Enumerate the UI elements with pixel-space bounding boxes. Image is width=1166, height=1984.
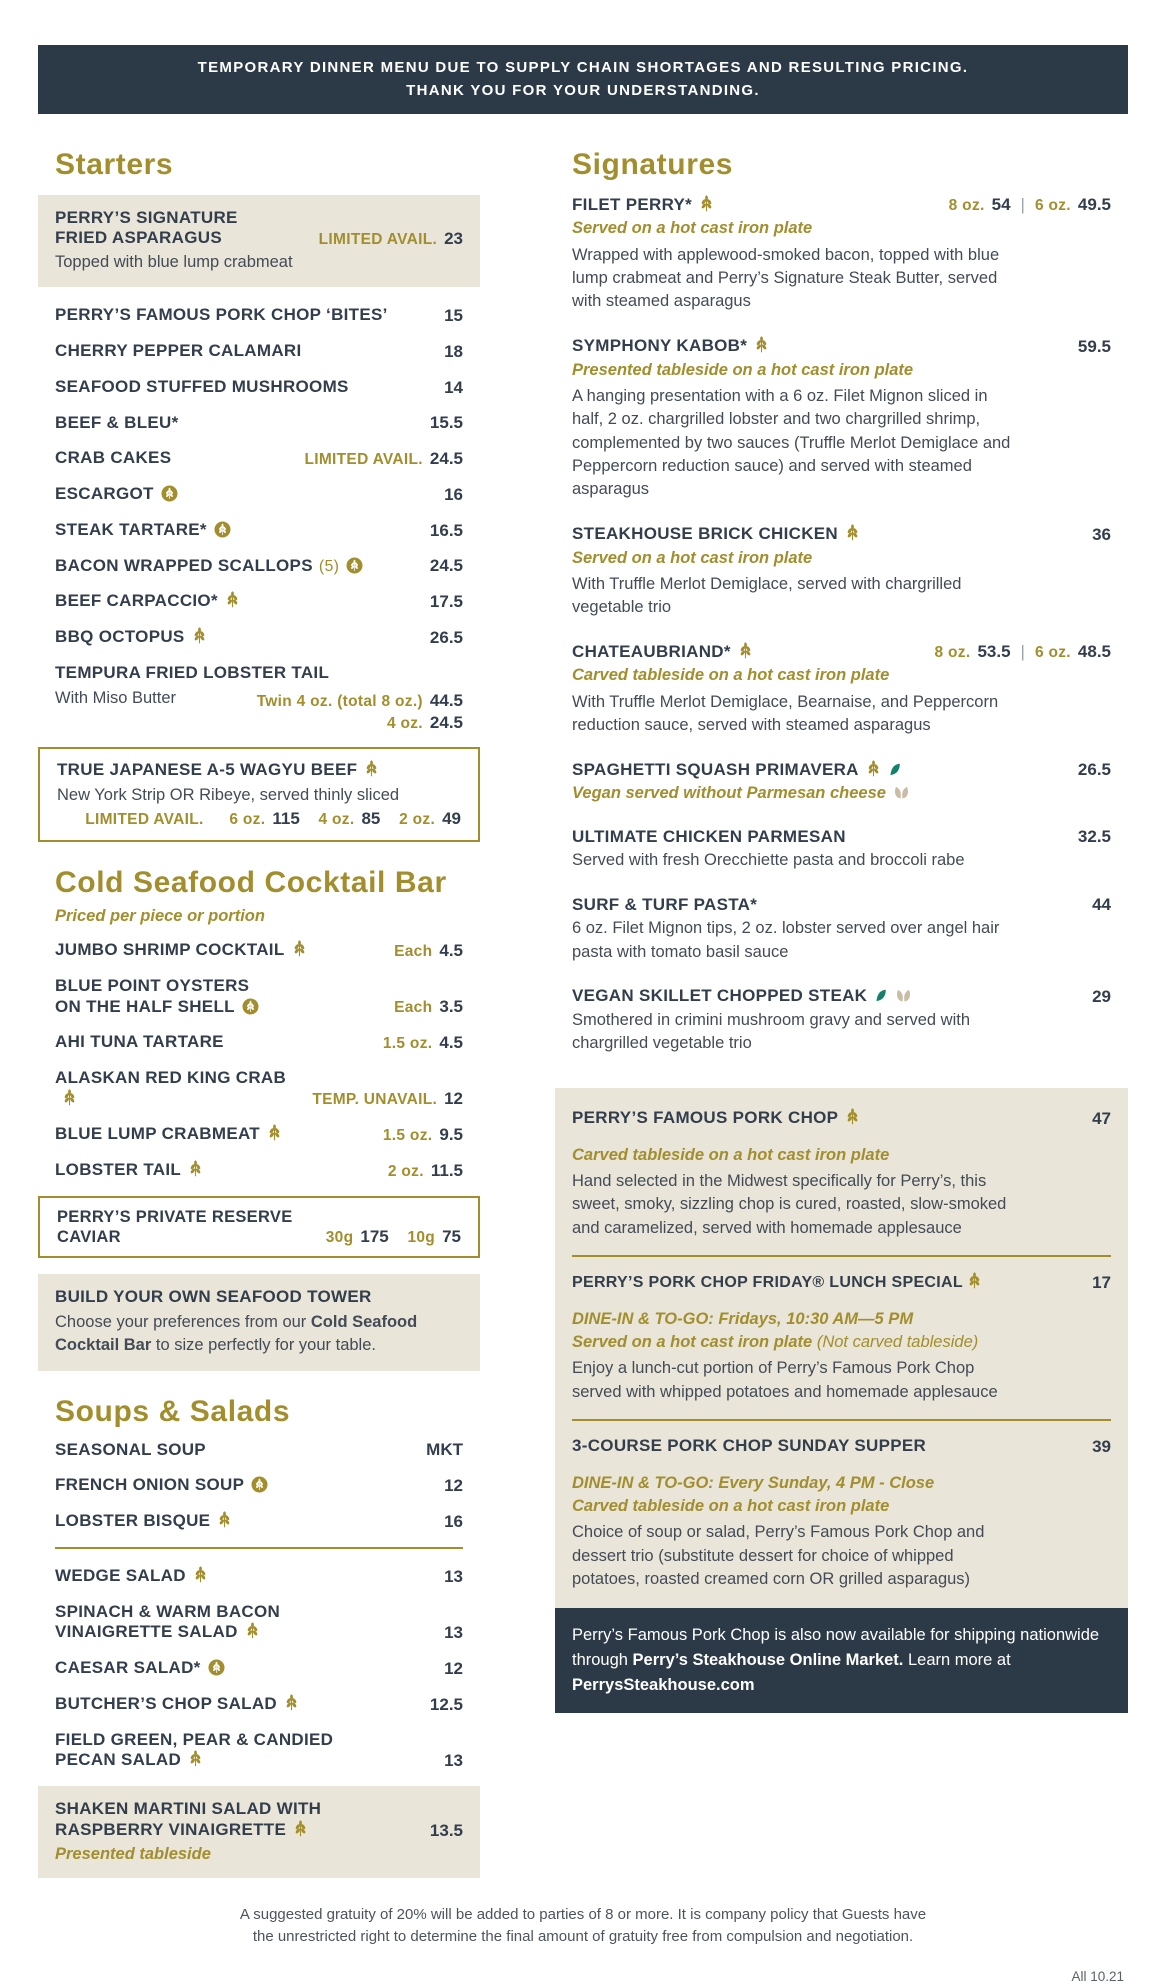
- item-prices: LIMITED AVAIL. 6 oz. 115 4 oz. 85 2 oz. 49: [85, 809, 461, 829]
- menu-item-famous-pork-chop: [572, 1108, 1111, 1240]
- item-price: 30g 175 10g 75: [325, 1227, 461, 1247]
- item-price: 24.5: [429, 556, 463, 576]
- item-price: 26.5: [1077, 760, 1111, 780]
- size-label: 6 oz.: [1034, 644, 1071, 662]
- pork-chop-feature-box: [555, 1088, 1128, 1608]
- item-name: BACON WRAPPED SCALLOPS (5): [55, 556, 363, 577]
- item-name: SPAGHETTI SQUASH PRIMAVERA: [572, 760, 902, 781]
- item-price: 15.5: [429, 413, 463, 433]
- gratuity-disclaimer: A suggested gratuity of 20% will be added to parties of 8 or more. It is company policy that Guests have the unrestricted right to determine the final amount of gratuity free from compulsion and negotiation.: [239, 1905, 927, 1946]
- banner-line-1: TEMPORARY DINNER MENU DUE TO SUPPLY CHAIN SHORTAGES AND RESULTING PRICING.: [197, 59, 969, 76]
- item-name: FILET PERRY*: [572, 195, 714, 216]
- online-market-banner: Perry’s Famous Pork Chop is also now available for shipping nationwide through Perry’s Steakhouse Online Market. Learn more at PerrysSteakhouse.com: [555, 1608, 1128, 1713]
- size-label: 2 oz.: [399, 811, 436, 829]
- item-note: Presented tableside on a hot cast iron plate: [572, 360, 914, 379]
- item-name: 3-COURSE PORK CHOP SUNDAY SUPPER: [572, 1436, 927, 1456]
- item-price: MKT: [426, 1440, 463, 1460]
- item-name: LOBSTER BISQUE: [55, 1511, 232, 1532]
- item-price: 16.5: [429, 520, 463, 540]
- item-name: ULTIMATE CHICKEN PARMESAN: [572, 826, 846, 846]
- item-note: Served on a hot cast iron plate (Not carved tableside): [572, 1332, 979, 1351]
- gluten-free-icon: [738, 642, 753, 659]
- menu-item: [55, 976, 463, 1017]
- gluten-free-icon: [267, 1124, 282, 1141]
- item-note: Carved tableside on a hot cast iron plate: [572, 666, 890, 685]
- menu-item: [55, 1566, 463, 1587]
- gluten-free-icon: [217, 1511, 232, 1528]
- item-price: 13: [444, 1566, 463, 1586]
- item-price: 12.5: [429, 1694, 463, 1714]
- item-price: 17: [1092, 1272, 1111, 1292]
- vegan-leaf-icon: [874, 988, 888, 1003]
- item-name: TEMPURA FRIED LOBSTER TAIL: [55, 662, 330, 682]
- divider: [55, 1547, 463, 1549]
- menu-item-lobster-tail: [55, 663, 463, 733]
- divider: [572, 1255, 1111, 1257]
- menu-item: [55, 1602, 463, 1643]
- item-price: Each 4.5: [394, 940, 463, 960]
- menu-item: [55, 627, 463, 648]
- item-name: STEAK TARTARE*: [55, 520, 231, 541]
- item-name: BBQ OCTOPUS: [55, 627, 207, 648]
- item-name: FRENCH ONION SOUP: [55, 1475, 268, 1496]
- item-name: AHI TUNA TARTARE: [55, 1032, 224, 1052]
- item-description: With Truffle Merlot Demiglace, Bearnaise, and Peppercorn reduction sauce, served with steamed asparagus: [572, 692, 999, 735]
- size-label: 8 oz.: [934, 644, 971, 662]
- item-name: SPINACH & WARM BACON VINAIGRETTE SALAD: [55, 1601, 281, 1642]
- item-name: BUTCHER’S CHOP SALAD: [55, 1694, 299, 1715]
- menu-item-brick-chicken: [572, 524, 1111, 620]
- menu-item: [55, 1160, 463, 1181]
- gluten-free-option-icon: [161, 485, 178, 502]
- menu-item: [55, 341, 463, 362]
- menu-item-spaghetti-squash: [572, 760, 1111, 805]
- menu-item: [55, 1730, 463, 1771]
- item-name: STEAKHOUSE BRICK CHICKEN: [572, 524, 860, 545]
- item-note: Vegan served without Parmesan cheese: [572, 782, 1111, 804]
- section-subtitle: Priced per piece or portion: [55, 907, 265, 926]
- gluten-free-icon: [192, 627, 207, 644]
- size-label: 30g: [325, 1229, 354, 1247]
- item-note: Presented tableside: [55, 1844, 211, 1863]
- size-label: 4 oz.: [318, 811, 355, 829]
- item-description: Hand selected in the Midwest specifically for Perry’s, this sweet, smoky, sizzling chop is cured, roasted, slow-smoked and caramelized, served with homemade applesauce: [572, 1171, 1007, 1237]
- item-description: With Truffle Merlot Demiglace, served with chargrilled vegetable trio: [572, 574, 962, 617]
- menu-item: [55, 484, 463, 505]
- item-description: Wrapped with applewood-smoked bacon, topped with blue lump crabmeat and Perry’s Signature Steak Butter, served with steamed asparagus: [572, 245, 1000, 311]
- item-name: JUMBO SHRIMP COCKTAIL: [55, 940, 307, 961]
- item-name: ESCARGOT: [55, 484, 178, 505]
- item-description: Topped with blue lump crabmeat: [55, 252, 293, 271]
- item-price: 17.5: [429, 592, 463, 611]
- availability-tag: LIMITED AVAIL.: [318, 230, 438, 248]
- item-price: 13: [444, 1623, 463, 1643]
- menu-item: [55, 591, 463, 612]
- item-description: Choice of soup or salad, Perry’s Famous Pork Chop and dessert trio (substitute dessert for choice of whipped potatoes, roasted creamed corn OR grilled asparagus): [572, 1523, 985, 1589]
- menu-item: [55, 1511, 463, 1532]
- divider: [572, 1419, 1111, 1421]
- menu-item-surf-turf-pasta: [572, 895, 1111, 965]
- item-price: 26.5: [429, 627, 463, 647]
- size-label: 1.5 oz.: [382, 1127, 433, 1145]
- item-name: PERRY’S FAMOUS PORK CHOP: [572, 1108, 860, 1129]
- item-schedule: DINE-IN & TO-GO: Every Sunday, 4 PM - Close: [572, 1473, 935, 1492]
- size-label: 10g: [407, 1229, 436, 1247]
- gluten-free-icon: [188, 1160, 203, 1177]
- item-price: 39: [1092, 1436, 1111, 1456]
- availability-tag: LIMITED AVAIL.: [304, 451, 423, 469]
- gluten-free-icon: [188, 1750, 203, 1767]
- item-price: 44: [1092, 895, 1111, 915]
- size-label: 6 oz.: [229, 811, 266, 829]
- menu-item: [55, 556, 463, 577]
- menu-item: [55, 1068, 463, 1109]
- item-name: WEDGE SALAD: [55, 1566, 208, 1587]
- menu-item-symphony-kabob: [572, 336, 1111, 502]
- menu-item: [55, 520, 463, 541]
- gluten-free-icon: [293, 1820, 308, 1837]
- size-label: 6 oz.: [1034, 197, 1071, 215]
- menu-version: All 10.21: [1071, 1968, 1124, 1984]
- item-name: SHAKEN MARTINI SALAD WITH RASPBERRY VINAIGRETTE: [55, 1799, 322, 1839]
- gluten-free-icon: [699, 195, 714, 212]
- item-price: 18: [444, 341, 463, 361]
- price-separator: |: [1020, 195, 1025, 215]
- item-name: BEEF & BLEU*: [55, 412, 179, 432]
- price-separator: |: [1020, 642, 1025, 662]
- item-name: PERRY’S PORK CHOP FRIDAY® LUNCH SPECIAL: [572, 1272, 982, 1293]
- item-price: 12: [444, 1658, 463, 1678]
- item-description: Served with fresh Orecchiette pasta and broccoli rabe: [572, 851, 965, 870]
- portion-count: (5): [318, 557, 340, 575]
- menu-item-vegan-chopped-steak: [572, 986, 1111, 1056]
- gluten-free-icon: [245, 1622, 260, 1639]
- banner-line-2: THANK YOU FOR YOUR UNDERSTANDING.: [406, 82, 760, 100]
- menu-item: [55, 448, 463, 469]
- section-title-starters: Starters: [55, 147, 174, 181]
- item-price: 14: [444, 377, 463, 397]
- item-price-option: 4 oz. 24.5: [386, 712, 463, 732]
- vegetarian-leaves-icon: [893, 785, 910, 800]
- menu-columns: [38, 124, 1128, 1878]
- gluten-free-icon: [364, 760, 379, 777]
- vegetarian-leaves-icon: [895, 988, 912, 1003]
- item-price: 59.5: [1077, 336, 1111, 356]
- item-price: 2 oz. 11.5: [387, 1160, 463, 1180]
- item-price: LIMITED AVAIL. 24.5: [304, 449, 463, 469]
- section-title-soups-salads: Soups & Salads: [55, 1394, 291, 1428]
- item-price: 13: [444, 1751, 463, 1771]
- size-label: Twin 4 oz. (total 8 oz.): [256, 692, 423, 710]
- item-description: Smothered in crimini mushroom gravy and served with chargrilled vegetable trio: [572, 1011, 970, 1053]
- item-name: BLUE LUMP CRABMEAT: [55, 1124, 282, 1145]
- featured-item-martini-salad: [38, 1786, 480, 1878]
- item-price: TEMP. UNAVAIL. 12: [312, 1089, 463, 1109]
- featured-item-fried-asparagus: [38, 195, 480, 288]
- item-description: A hanging presentation with a 6 oz. Filet Mignon sliced in half, 2 oz. chargrilled lobster and two chargrilled shrimp, complemented by two sauces (Truffle Merlot Demiglace and Peppercorn reduction sauce) and served with steamed asparagus: [572, 386, 1011, 499]
- size-label: 4 oz.: [386, 714, 423, 732]
- size-label: 8 oz.: [948, 197, 985, 215]
- featured-item-wagyu: [38, 747, 480, 842]
- menu-item: [55, 1694, 463, 1715]
- vegan-leaf-icon: [888, 762, 902, 777]
- gluten-free-icon: [193, 1566, 208, 1583]
- item-name: SURF & TURF PASTA*: [572, 894, 758, 914]
- item-price: 36: [1092, 524, 1111, 544]
- item-name: PERRY’S SIGNATURE FRIED ASPARAGUS: [55, 207, 238, 248]
- gluten-free-option-icon: [242, 998, 259, 1015]
- menu-item: [55, 1440, 463, 1461]
- item-price: Twin 4 oz. (total 8 oz.) 44.5: [256, 690, 463, 710]
- gluten-free-icon: [754, 336, 769, 353]
- item-price: 1.5 oz. 4.5: [382, 1032, 463, 1052]
- item-price: 15: [444, 306, 463, 326]
- gluten-free-icon: [284, 1694, 299, 1711]
- gluten-free-icon: [845, 1108, 860, 1125]
- item-name: BUILD YOUR OWN SEAFOOD TOWER: [55, 1287, 372, 1307]
- item-description: Enjoy a lunch-cut portion of Perry’s Famous Pork Chop served with whipped potatoes and homemade applesauce: [572, 1359, 998, 1401]
- gluten-free-option-icon: [214, 521, 231, 538]
- item-price: 13.5: [429, 1820, 463, 1840]
- menu-item: [55, 305, 463, 326]
- item-name: CRAB CAKES: [55, 448, 172, 468]
- menu-item: [55, 1032, 463, 1053]
- section-title-seafood-bar: Cold Seafood Cocktail Bar: [55, 866, 447, 900]
- item-name: SYMPHONY KABOB*: [572, 336, 769, 357]
- item-note: Served on a hot cast iron plate: [572, 219, 813, 238]
- item-price: LIMITED AVAIL. 23: [318, 228, 463, 248]
- item-name: FIELD GREEN, PEAR & CANDIED PECAN SALAD: [55, 1729, 334, 1770]
- item-subnote: With Miso Butter: [55, 689, 177, 708]
- item-price: 8 oz. 53.5 | 6 oz. 48.5: [934, 642, 1111, 662]
- item-schedule: DINE-IN & TO-GO: Fridays, 10:30 AM—5 PM: [572, 1309, 914, 1328]
- menu-item-chicken-parmesan: [572, 827, 1111, 873]
- item-name: LOBSTER TAIL: [55, 1160, 203, 1181]
- item-name: CAESAR SALAD*: [55, 1658, 225, 1679]
- item-name: PERRY’S PRIVATE RESERVE CAVIAR: [57, 1207, 293, 1247]
- website-link: PerrysSteakhouse.com: [572, 1675, 755, 1694]
- item-name: VEGAN SKILLET CHOPPED STEAK: [572, 986, 912, 1007]
- gluten-free-icon: [292, 940, 307, 957]
- notice-banner: [38, 45, 1128, 114]
- menu-item: [55, 1475, 463, 1496]
- left-column: [38, 124, 480, 1878]
- item-price: 16: [444, 484, 463, 504]
- featured-item-seafood-tower: [38, 1274, 480, 1371]
- size-label: 1.5 oz.: [382, 1034, 433, 1052]
- right-column: [555, 124, 1128, 1878]
- size-label: 2 oz.: [387, 1162, 424, 1180]
- item-name: SEAFOOD STUFFED MUSHROOMS: [55, 376, 349, 396]
- item-price: Each 3.5: [394, 997, 463, 1017]
- menu-item-sunday-supper: [572, 1436, 1111, 1592]
- item-name: SEASONAL SOUP: [55, 1439, 206, 1459]
- item-price: 47: [1092, 1108, 1111, 1128]
- gluten-free-option-icon: [346, 557, 363, 574]
- size-label: Each: [394, 999, 433, 1017]
- item-description: Choose your preferences from our Cold Seafood Cocktail Bar to size perfectly for your table.: [55, 1312, 418, 1355]
- item-note: Carved tableside on a hot cast iron plate: [572, 1145, 890, 1164]
- menu-item: [55, 1124, 463, 1145]
- menu-item: [55, 413, 463, 434]
- availability-tag: TEMP. UNAVAIL.: [312, 1091, 438, 1109]
- item-price: 12: [444, 1476, 463, 1496]
- item-note: Carved tableside on a hot cast iron plate: [572, 1497, 890, 1516]
- item-description: 6 oz. Filet Mignon tips, 2 oz. lobster served over angel hair pasta with tomato basil sauce: [572, 919, 1000, 961]
- item-price: 32.5: [1077, 827, 1111, 847]
- menu-item: [55, 377, 463, 398]
- menu-item: [55, 940, 463, 961]
- section-title-signatures: Signatures: [572, 147, 734, 181]
- gluten-free-option-icon: [251, 1476, 268, 1493]
- menu-item-chateaubriand: [572, 642, 1111, 738]
- item-description: New York Strip OR Ribeye, served thinly sliced: [57, 785, 400, 804]
- item-name: CHERRY PEPPER CALAMARI: [55, 341, 302, 361]
- item-name: BLUE POINT OYSTERS ON THE HALF SHELL: [55, 976, 259, 1017]
- item-name: CHATEAUBRIAND*: [572, 642, 753, 663]
- availability-tag: LIMITED AVAIL.: [85, 811, 204, 829]
- gluten-free-icon: [967, 1272, 982, 1289]
- featured-item-caviar: [38, 1196, 480, 1258]
- item-price: 16: [444, 1511, 463, 1531]
- menu-item-pork-chop-friday: [572, 1272, 1111, 1404]
- item-note: Served on a hot cast iron plate: [572, 548, 813, 567]
- item-price: 8 oz. 54 | 6 oz. 49.5: [948, 195, 1111, 215]
- item-name: ALASKAN RED KING CRAB: [55, 1068, 302, 1109]
- gluten-free-icon: [62, 1089, 77, 1106]
- item-price: 29: [1092, 987, 1111, 1007]
- size-label: Each: [394, 942, 433, 960]
- gluten-free-option-icon: [208, 1659, 225, 1676]
- gluten-free-icon: [225, 591, 240, 608]
- menu-item-filet-perry: [572, 195, 1111, 314]
- gluten-free-icon: [845, 524, 860, 541]
- item-name: TRUE JAPANESE A-5 WAGYU BEEF: [57, 760, 461, 781]
- item-name: PERRY’S FAMOUS PORK CHOP ‘BITES’: [55, 305, 388, 325]
- item-name: BEEF CARPACCIO*: [55, 591, 240, 612]
- gluten-free-icon: [866, 760, 881, 777]
- menu-item: [55, 1658, 463, 1679]
- item-price: 1.5 oz. 9.5: [382, 1125, 463, 1145]
